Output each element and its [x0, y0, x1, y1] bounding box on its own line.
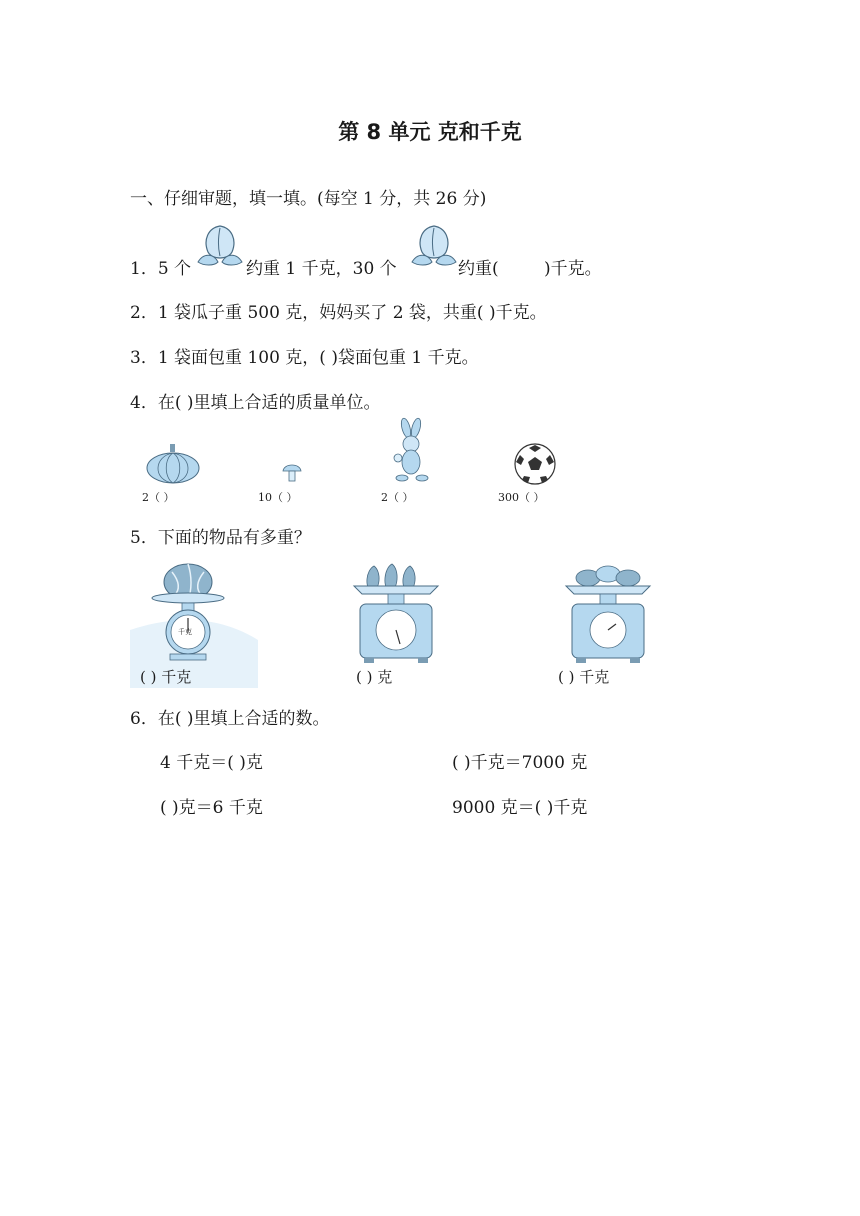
mushroom-icon: [282, 461, 302, 483]
scale-caption: ( ) 千克: [558, 668, 610, 686]
question-1-part-b: 约重 1 千克，30 个: [246, 259, 397, 279]
item-caption: 10（ ）: [258, 491, 298, 504]
question-2: 2．1 袋瓜子重 500 克，妈妈买了 2 袋，共重( )千克。: [130, 303, 547, 323]
item-caption: 300（ ）: [498, 491, 545, 504]
question-5: 5．下面的物品有多重？: [130, 528, 311, 548]
scale-caption: ( ) 克: [356, 668, 393, 686]
conversion-item: ( )千克＝7000 克: [452, 753, 588, 773]
peach-icon: [196, 222, 244, 268]
question-6: 6．在( )里填上合适的数。: [130, 709, 330, 729]
pears-scale-icon: [350, 560, 442, 664]
question-1-part-c: 约重(: [458, 259, 499, 279]
question-3: 3．1 袋面包重 100 克，( )袋面包重 1 千克。: [130, 348, 479, 368]
conversion-item: ( )克＝6 千克: [160, 798, 263, 818]
conversion-item: 9000 克＝( )千克: [452, 798, 588, 818]
question-4: 4．在( )里填上合适的质量单位。: [130, 393, 381, 413]
section-heading: 一、仔细审题，填一填。(每空 1 分，共 26 分): [130, 189, 487, 209]
soccer-ball-icon: [514, 443, 556, 485]
pumpkin-icon: [146, 444, 200, 484]
dial-label: 千克: [178, 628, 192, 636]
question-1-part-d: )千克。: [544, 259, 602, 279]
scale-caption: ( ) 千克: [140, 668, 192, 686]
rabbit-icon: [390, 420, 432, 484]
item-caption: 2（ ）: [381, 491, 414, 504]
peach-icon: [410, 222, 458, 268]
page-title: 第 8 单元 克和千克: [338, 120, 522, 144]
question-1-part-a: 1．5 个: [130, 259, 192, 279]
crabs-scale-icon: [562, 562, 654, 664]
conversion-item: 4 千克＝( )克: [160, 753, 263, 773]
item-caption: 2（ ）: [142, 491, 175, 504]
